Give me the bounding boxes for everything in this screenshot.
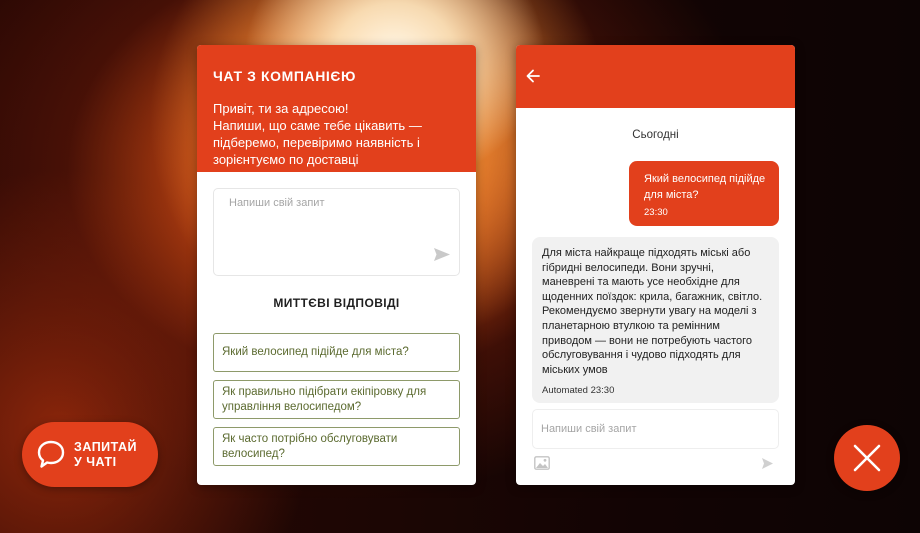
chat-bubble-icon bbox=[36, 439, 66, 469]
chat-greeting: Привіт, ти за адресою! Напиши, що саме тебе цікавить — підберемо, перевіримо наявність і зорієнтуємо по доставці bbox=[213, 101, 422, 167]
quick-reply-button[interactable]: Як часто потрібно обслуговувати велосипед? bbox=[213, 427, 460, 466]
image-icon[interactable] bbox=[534, 456, 550, 470]
chat-header bbox=[197, 45, 476, 172]
message-input[interactable] bbox=[532, 409, 779, 449]
bot-message-text: Для міста найкраще підходять міські або гібридні велосипеди. Вони зручні, маневрені та мають усе необхідне для щоденних поїздок: крила, багажник, світло. Рекомендуємо звернути увагу на моделі з планетарною втулкою та ремінним приводом — вони не потребують частого обслуговування і чудово підходять для міських умов bbox=[542, 247, 763, 376]
arrow-left-icon[interactable] bbox=[525, 68, 541, 84]
message-input-placeholder: Напиши свій запит bbox=[541, 423, 637, 435]
ask-in-chat-label: ЗАПИТАЙ У ЧАТІ bbox=[74, 440, 138, 469]
user-message-time: 23:30 bbox=[644, 207, 668, 218]
bot-message-bubble bbox=[532, 237, 779, 403]
user-message-bubble bbox=[629, 161, 779, 226]
quick-reply-button[interactable]: Як правильно підібрати екіпіровку для управління велосипедом? bbox=[213, 380, 460, 419]
quick-replies-title: МИТТЄВІ ВІДПОВІДІ bbox=[273, 296, 400, 310]
chat-title: ЧАТ З КОМПАНІЄЮ bbox=[213, 68, 357, 84]
conversation-header bbox=[516, 45, 795, 108]
send-icon[interactable] bbox=[434, 248, 450, 261]
query-input[interactable] bbox=[213, 188, 460, 276]
query-placeholder: Напиши свій запит bbox=[229, 197, 325, 209]
close-button[interactable] bbox=[834, 425, 900, 491]
company-chat-panel bbox=[197, 45, 476, 485]
user-message-text: Який велосипед підійде для міста? bbox=[644, 173, 766, 201]
conversation-panel bbox=[516, 45, 795, 485]
quick-reply-button[interactable]: Який велосипед підійде для міста? bbox=[213, 333, 460, 372]
close-icon bbox=[852, 443, 882, 473]
send-icon[interactable] bbox=[762, 458, 773, 469]
ask-in-chat-button[interactable] bbox=[22, 422, 158, 487]
bot-message-time: Automated 23:30 bbox=[542, 385, 615, 397]
date-separator: Сьогодні bbox=[632, 129, 679, 141]
